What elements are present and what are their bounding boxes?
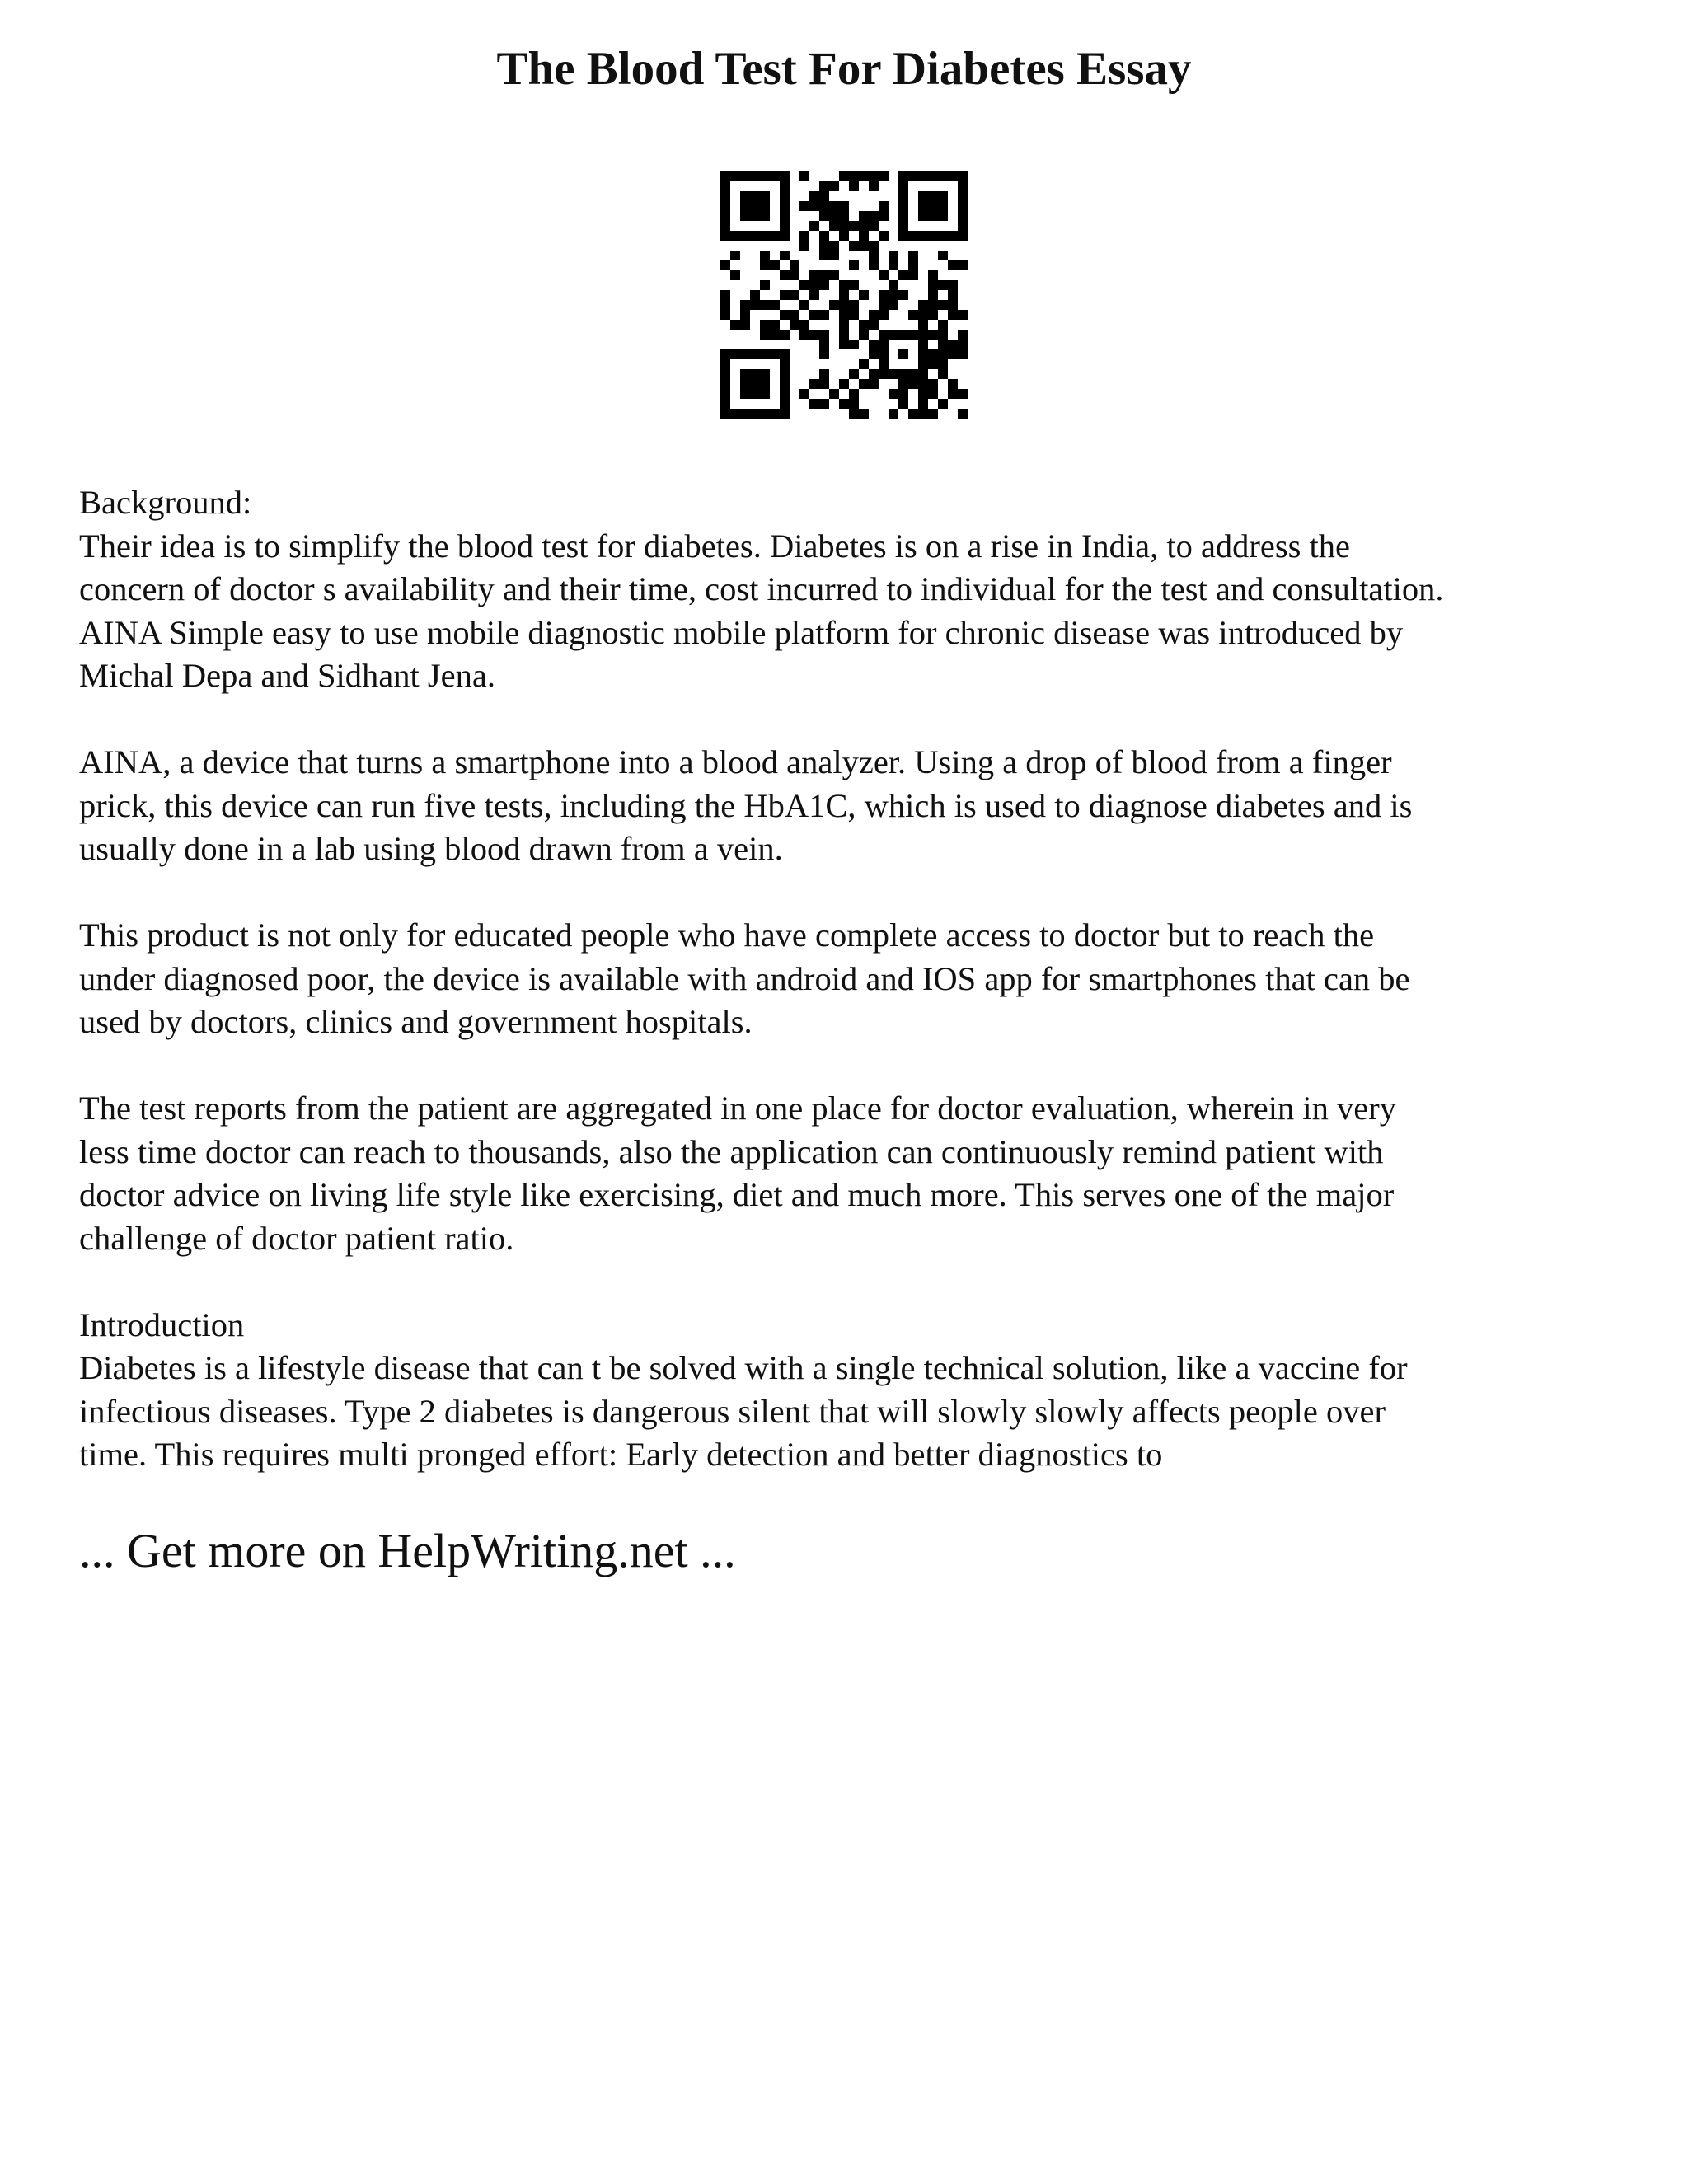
text-line: The test reports from the patient are aggregated in one place for doctor evaluation, wherein in very [79, 1090, 1396, 1127]
text-line: doctor advice on living life style like exercising, diet and much more. This serves one of the major [79, 1176, 1395, 1213]
text-line: AINA, a device that turns a smartphone into a blood analyzer. Using a drop of blood from a finger [79, 743, 1392, 780]
page-title: The Blood Test For Diabetes Essay [496, 43, 1192, 95]
paragraph-background [79, 481, 1629, 698]
text-line: Michal Depa and Sidhant Jena. [79, 657, 495, 694]
text-line: time. This requires multi pronged effort: Early detection and better diagnostics to [79, 1436, 1163, 1473]
paragraph-product-reach [79, 914, 1629, 1044]
paragraph-introduction [79, 1304, 1629, 1477]
text-line: challenge of doctor patient ratio. [79, 1219, 514, 1257]
paragraph-test-reports [79, 1087, 1629, 1260]
text-line: usually done in a lab using blood drawn from a vein. [79, 830, 783, 867]
text-line: concern of doctor s availability and their time, cost incurred to individual for the test and consultation. [79, 570, 1444, 607]
text-line: infectious diseases. Type 2 diabetes is dangerous silent that will slowly slowly affects people over [79, 1392, 1386, 1430]
text-line: Their idea is to simplify the blood test for diabetes. Diabetes is on a rise in India, to address the [79, 527, 1351, 565]
text-line: Introduction [79, 1305, 245, 1343]
paragraph-aina-device [79, 741, 1629, 871]
text-line: AINA Simple easy to use mobile diagnostic mobile platform for chronic disease was introduced by [79, 613, 1404, 651]
text-line: less time doctor can reach to thousands, also the application can continuously remind patient with [79, 1132, 1384, 1170]
text-line: Background: [79, 484, 252, 521]
get-more-link[interactable]: ... Get more on HelpWriting.net ... [79, 1524, 736, 1577]
qr-code-icon [720, 171, 968, 419]
text-line: Diabetes is a lifestyle disease that can t be solved with a single technical solution, like a vaccine for [79, 1349, 1408, 1386]
text-line: This product is not only for educated people who have complete access to doctor but to reach the [79, 916, 1375, 954]
essay-body [79, 481, 1629, 1520]
text-line: used by doctors, clinics and government hospitals. [79, 1003, 753, 1040]
text-line: under diagnosed poor, the device is available with android and IOS app for smartphones that can be [79, 959, 1410, 997]
text-line: prick, this device can run five tests, including the HbA1C, which is used to diagnose diabetes and is [79, 786, 1413, 824]
